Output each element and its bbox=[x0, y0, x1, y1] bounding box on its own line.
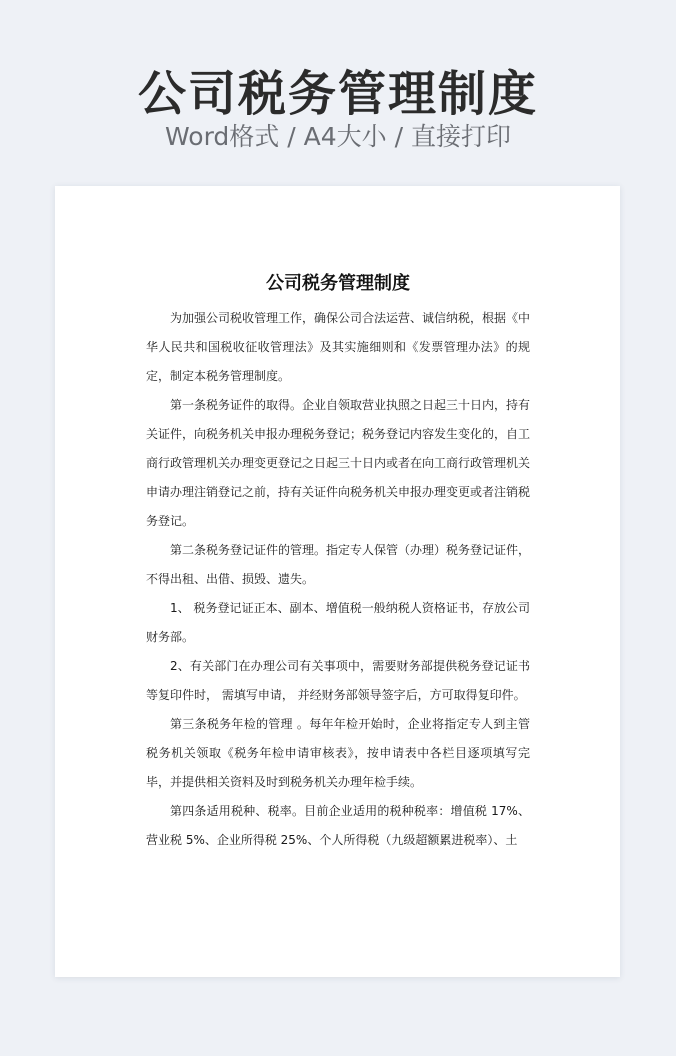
paragraph-article-2: 第二条税务登记证件的管理。指定专人保管（办理）税务登记证件，不得出租、出借、损毁、遗失。 bbox=[146, 543, 531, 586]
cover-banner bbox=[0, 0, 676, 186]
paragraph-intro: 为加强公司税收管理工作，确保公司合法运营、诚信纳税，根据《中华人民共和国税收征收管理法》及其实施细则和《发票管理办法》的规定，制定本税务管理制度。 bbox=[146, 311, 531, 383]
paragraph-article-3: 第三条税务年检的管理 。每年年检开始时，企业将指定专人到主管税务机关领取《税务年检申请审核表》，按申请表中各栏目逐项填写完毕，并提供相关资料及时到税务机关办理年检手续。 bbox=[146, 717, 530, 789]
document-title: 公司税务管理制度 bbox=[266, 273, 410, 294]
banner-title: 公司税务管理制度 bbox=[137, 66, 538, 122]
document-body bbox=[146, 304, 530, 855]
banner-subtitle: Word格式 / A4大小 / 直接打印 bbox=[165, 122, 511, 151]
paragraph-item-2: 2、有关部门在办理公司有关事项中，需要财务部提供税务登记证书等复印件时， 需填写申请， 并经财务部领导签字后，方可取得复印件。 bbox=[146, 659, 530, 702]
paragraph-article-4: 第四条适用税种、税率。目前企业适用的税种税率：增值税 17%、营业税 5%、企业所得税 25%、个人所得税（九级超额累进税率）、土 bbox=[146, 804, 530, 847]
paragraph-item-1: 1、 税务登记证正本、副本、增值税一般纳税人资格证书，存放公司财务部。 bbox=[146, 601, 530, 644]
paragraph-article-1: 第一条税务证件的取得。企业自领取营业执照之日起三十日内，持有关证件，向税务机关申报办理税务登记；税务登记内容发生变化的，自工商行政管理机关办理变更登记之日起三十日内或者在向工商行政管理机关申请办理注销登记之前，持有关证件向税务机关申报办理变更或者注销税务登记。 bbox=[146, 398, 531, 528]
